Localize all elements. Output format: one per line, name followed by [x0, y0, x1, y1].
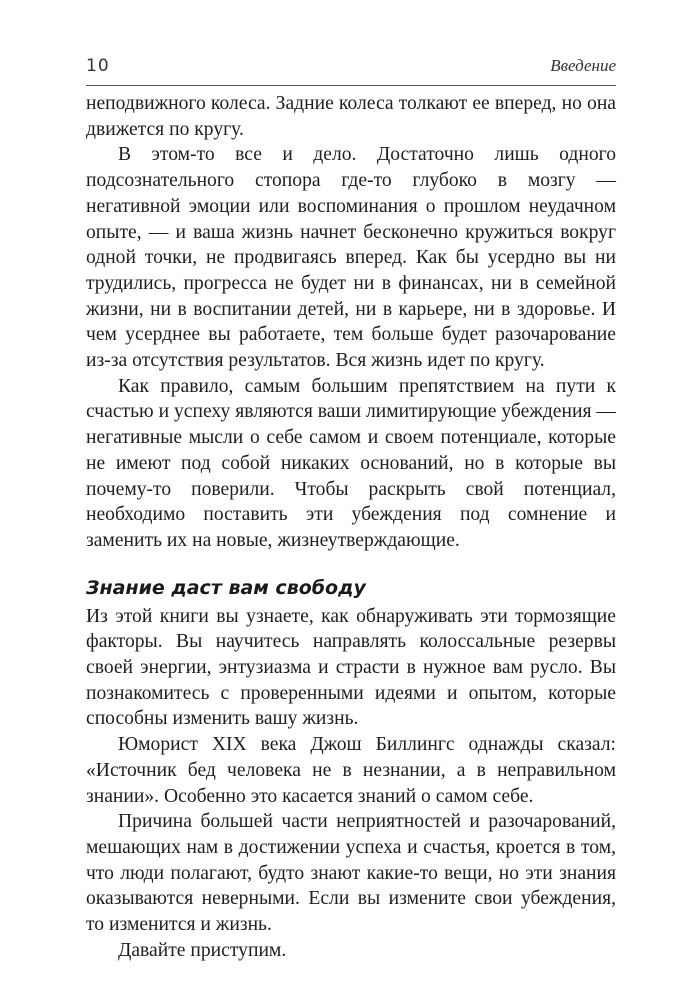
section-heading: Знание даст вам свободу: [86, 576, 366, 599]
paragraph: Причина большей части неприятностей и разочарований, мешающих нам в достижении успеха и счастья, кроется в том, что люди полагают, будто знают какие-то вещи, но эти знания оказываются неверными. Если вы измените свои убеждения, то изменится и жизнь.: [86, 811, 616, 936]
paragraph: В этом-то все и дело. Достаточно лишь одного подсознательного стопора где-то глубоко в мозгу — негативной эмоции или воспоминания о прошлом неудачном опыте, — и ваша жизнь начнет бесконечно кружиться вокруг одной точки, не продвигаясь вперед. Как бы усердно вы ни трудились, прогресса не будет ни в финансах, ни в семейной жизни, ни в воспитании детей, ни в карьере, ни в здоровье. И чем усерднее вы работаете, тем больше будет разочарование из-за отсутствия результатов. Вся жизнь идет по кругу.: [86, 144, 616, 372]
paragraph: Как правило, самым большим препятствием на пути к счастью и успеху являются ваши лимитирующие убеждения — негативные мысли о себе самом и своем потенциале, которые не имеют под собой никаких оснований, но в которые вы почему-то поверили. Чтобы раскрыть свой потенциал, необходимо поставить эти убеждения под сомнение и заменить их на новые, жизнеутверждающие.: [86, 375, 616, 551]
page-number: 10: [86, 56, 110, 76]
paragraph: Давайте приступим.: [118, 939, 287, 961]
paragraph: Из этой книги вы узнаете, как обнаруживать эти тормозящие факторы. Вы научитесь направлять колоссальные резервы своей энергии, энтузиазма и страсти в нужное вам русло. Вы познакомитесь с проверенными идеями и опытом, которые способны изменить вашу жизнь.: [86, 605, 616, 730]
page-body: [86, 91, 616, 964]
running-header: [86, 56, 616, 80]
paragraph-continued: неподвижного колеса. Задние колеса толкают ее вперед, но она движется по кругу.: [86, 93, 616, 140]
running-section-title: Введение: [550, 56, 616, 75]
header-divider: [86, 85, 616, 86]
paragraph: Юморист XIX века Джош Биллингс однажды сказал: «Источник бед человека не в незнании, а в неправильном знании». Особенно это касается знаний о самом себе.: [86, 734, 616, 807]
